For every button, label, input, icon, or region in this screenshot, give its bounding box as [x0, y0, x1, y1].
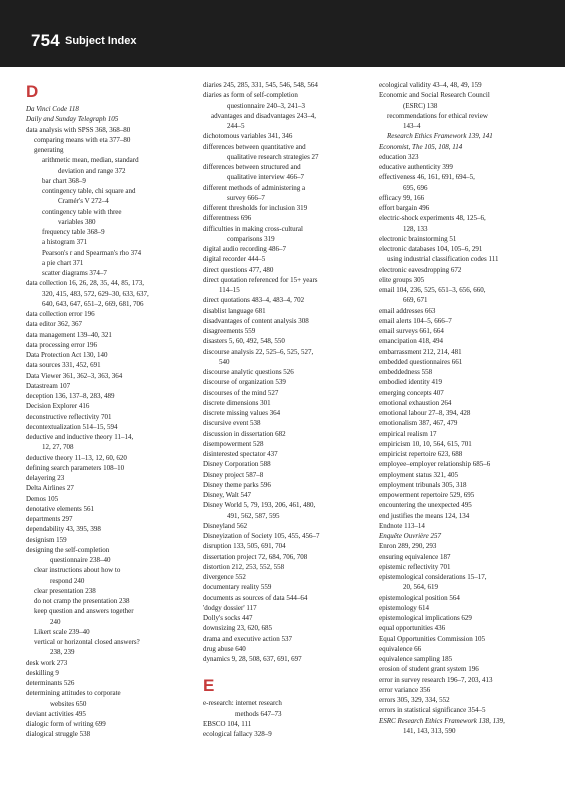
index-entry: embarrassment 212, 214, 481: [379, 347, 462, 356]
index-entry: documentary reality 559: [203, 583, 272, 592]
index-entry: Datastream 107: [26, 381, 71, 390]
index-entry: embodied identity 419: [379, 378, 442, 387]
index-entry-continuation: 640, 643, 647, 651–2, 669, 681, 706: [42, 299, 144, 308]
index-entry: Economic and Social Research Council: [379, 91, 490, 100]
index-entry: electronic eavesdropping 672: [379, 265, 462, 274]
index-entry: disadvantages of content analysis 308: [203, 316, 309, 325]
index-entry: elite groups 305: [379, 275, 425, 284]
index-entry: Disneyization of Society 105, 455, 456–7: [203, 532, 320, 540]
index-entry: email 104, 236, 525, 651–3, 656, 660,: [379, 286, 486, 294]
index-entry: diaries 245, 285, 331, 545, 546, 548, 564: [203, 81, 318, 89]
index-entry: defining search parameters 108–10: [26, 463, 125, 472]
index-subentry: scatter diagrams 374–7: [42, 269, 107, 277]
index-entry: data collection error 196: [26, 310, 95, 318]
index-entry: employment tribunals 305, 318: [379, 480, 467, 489]
section-letter: D: [26, 82, 39, 101]
index-column-1: [26, 80, 196, 740]
index-entry: education 323: [379, 152, 419, 161]
index-entry: Dolly's socks 447: [203, 614, 253, 622]
index-entry: data management 139–40, 321: [26, 330, 112, 339]
index-entry: diaries as form of self-completion: [203, 91, 298, 100]
index-entry: empowerment repertoire 529, 695: [379, 491, 475, 499]
index-subentry: frequency table 368–9: [42, 228, 105, 236]
index-entry: data sources 331, 452, 691: [26, 361, 101, 370]
index-entry-continuation: 114–15: [219, 286, 240, 294]
index-entry: Enron 289, 290, 293: [379, 542, 437, 551]
page-header: [0, 0, 565, 67]
index-entry: ESRC Research Ethics Framework 138, 139,: [379, 716, 505, 725]
index-entry: deconstructive reflectivity 701: [26, 412, 112, 421]
index-entry: embeddedness 558: [379, 368, 433, 376]
page-number: 754: [31, 31, 60, 50]
index-entry-continuation: 320, 415, 483, 572, 629–30, 633, 637,: [42, 289, 149, 298]
index-entry: desk work 273: [26, 658, 68, 667]
index-entry: departments 297: [26, 515, 73, 523]
index-entry: Equal Opportunities Commission 105: [379, 634, 485, 643]
index-entry: disablist language 681: [203, 306, 266, 315]
index-entry: empiricist repertoire 623, 688: [379, 450, 463, 458]
index-subentry: contingency table, chi square and: [42, 187, 136, 195]
section-gap: [203, 664, 368, 674]
index-entry: differences between quantitative and: [203, 142, 306, 151]
index-entry: equivalence 66: [379, 644, 422, 653]
index-entry-continuation: questionnaire 238–40: [50, 556, 111, 564]
index-entry: disinterested spectator 437: [203, 450, 278, 458]
index-subentry: bar chart 368–9: [42, 176, 86, 185]
index-entry: errors 305, 329, 334, 552: [379, 696, 450, 704]
index-entry: embedded questionnaires 661: [379, 357, 463, 366]
index-entry-continuation: qualitative interview 466–7: [227, 173, 304, 182]
index-entry: discourse analysis 22, 525–6, 525, 527,: [203, 347, 314, 356]
index-subentry: a pie chart 371: [42, 258, 84, 267]
index-entry: email alerts 104–5, 666–7: [379, 316, 452, 325]
index-entry-continuation: 240: [50, 617, 61, 626]
index-entry: denotative elements 561: [26, 504, 95, 513]
index-entry: disasters 5, 60, 492, 548, 550: [203, 337, 285, 346]
index-entry: equal opportunities 436: [379, 624, 446, 633]
index-entry: Da Vinci Code 118: [26, 105, 79, 113]
index-entry: differences between structured and: [203, 163, 301, 171]
index-entry-continuation: survey 666–7: [227, 193, 265, 202]
index-entry: electric-shock experiments 48, 125–6,: [379, 214, 486, 223]
index-entry-continuation: respond 240: [50, 576, 85, 585]
index-entry: direct quotations 483–4, 483–4, 702: [203, 296, 305, 305]
index-entry: discourses of the mind 527: [203, 388, 279, 397]
index-entry: Disneyland 562: [203, 521, 248, 530]
index-subentry: comparing means with eta 377–80: [34, 135, 131, 144]
index-entry: deviant activities 495: [26, 709, 86, 718]
index-entry: discussion in dissertation 682: [203, 429, 286, 438]
index-entry: deductive and inductive theory 11–14,: [26, 433, 134, 441]
index-entry: data editor 362, 367: [26, 320, 82, 329]
index-entry: dialogic form of writing 699: [26, 720, 106, 728]
index-entry: email addresses 663: [379, 306, 436, 315]
index-entry: determinants 526: [26, 679, 75, 687]
index-subentry: clear instructions about how to: [34, 566, 121, 575]
index-entry: efficacy 99, 166: [379, 193, 425, 202]
index-entry: discourse analytic questions 526: [203, 368, 294, 376]
index-entry: encountering the unexpected 495: [379, 501, 472, 510]
index-entry: effectiveness 46, 161, 691, 694–5,: [379, 173, 475, 182]
index-entry: delayering 23: [26, 474, 65, 482]
index-entry: educative authenticity 399: [379, 163, 453, 171]
index-entry: Disney Corporation 588: [203, 460, 271, 469]
index-entry: different methods of administering a: [203, 183, 306, 192]
index-entry: Demos 105: [26, 494, 59, 503]
index-entry: data processing error 196: [26, 340, 97, 349]
index-entry: deception 136, 137–8, 283, 489: [26, 392, 115, 400]
index-subentry: keep question and answers together: [34, 607, 134, 616]
index-column-3: [379, 80, 547, 736]
index-entry: divergence 552: [203, 573, 246, 581]
index-entry: erosion of student grant system 196: [379, 665, 479, 674]
index-subentry: contingency table with three: [42, 207, 122, 216]
index-entry: 'dodgy dossier' 117: [203, 603, 257, 612]
index-entry-continuation: methods 647–73: [235, 709, 282, 718]
index-entry: discrete missing values 364: [203, 409, 281, 417]
index-entry: epistemological considerations 15–17,: [379, 573, 487, 581]
index-entry: disempowerment 528: [203, 439, 264, 448]
index-entry: error variance 356: [379, 685, 431, 694]
index-subentry: generating: [34, 146, 64, 154]
index-subentry: recommendations for ethical review: [387, 111, 488, 120]
index-entry-continuation: qualitative research strategies 27: [227, 152, 319, 161]
index-entry: different thresholds for inclusion 319: [203, 204, 308, 212]
index-entry: documents as sources of data 544–64: [203, 593, 308, 602]
index-entry: deductive theory 11–13, 12, 60, 620: [26, 453, 127, 462]
index-entry: distortion 212, 253, 552, 558: [203, 562, 285, 571]
index-entry-continuation: variables 380: [58, 217, 96, 226]
index-entry: Enquête Ouvrière 257: [379, 532, 441, 540]
index-entry: direct questions 477, 480: [203, 265, 274, 274]
index-entry: Daily and Sunday Telegraph 105: [26, 115, 119, 124]
index-entry: ecological validity 43–4, 48, 49, 159: [379, 81, 482, 89]
index-entry: data analysis with SPSS 368, 368–80: [26, 125, 131, 134]
index-entry: drama and executive action 537: [203, 634, 293, 643]
index-entry: decontextualization 514–15, 594: [26, 422, 118, 431]
index-entry: difficulties in making cross-cultural: [203, 224, 303, 233]
index-entry: dissertation project 72, 684, 706, 708: [203, 552, 308, 561]
index-entry: digital recorder 444–5: [203, 255, 266, 264]
index-entry-continuation: 20, 564, 619: [403, 583, 438, 592]
index-entry: Disney theme parks 596: [203, 480, 271, 489]
index-entry-continuation: Cramér's V 272–4: [58, 197, 109, 206]
index-subentry: Likert scale 239–40: [34, 627, 90, 636]
index-entry-continuation: 540: [219, 357, 230, 366]
index-entry: discursive event 538: [203, 419, 261, 428]
index-subentry: do not cramp the presentation 238: [34, 597, 130, 605]
index-entry: dependability 43, 395, 398: [26, 525, 101, 534]
index-entry: employee–employer relationship 685–6: [379, 460, 491, 469]
index-entry-continuation: 128, 133: [403, 224, 428, 233]
index-entry: Economist, The 105, 108, 114: [379, 142, 463, 151]
index-subentry: Research Ethics Framework 139, 141: [387, 132, 493, 141]
index-entry: empiricism 10, 10, 564, 615, 701: [379, 439, 472, 448]
index-entry-continuation: (ESRC) 138: [403, 101, 438, 110]
index-entry-continuation: 141, 143, 313, 590: [403, 726, 456, 735]
index-entry: emotionalism 387, 467, 479: [379, 419, 458, 428]
index-entry: discourse of organization 539: [203, 378, 286, 387]
index-subentry: a histogram 371: [42, 238, 88, 247]
index-entry: Disney project 587–8: [203, 470, 264, 479]
index-entry: end justifies the means 124, 134: [379, 511, 470, 520]
index-entry-continuation: websites 650: [50, 699, 87, 708]
index-entry-continuation: 695, 696: [403, 183, 428, 192]
index-entry-continuation: 244–5: [227, 122, 245, 130]
index-subentry: clear presentation 238: [34, 586, 96, 595]
index-entry: determining attitudes to corporate: [26, 689, 121, 698]
index-entry-continuation: 238, 239: [50, 648, 75, 657]
index-entry: ensuring equivalence 187: [379, 552, 451, 561]
index-entry: equivalence sampling 185: [379, 655, 453, 663]
index-entry: emotional labour 27–8, 394, 428: [379, 409, 471, 417]
index-entry: differentness 696: [203, 214, 252, 223]
index-subentry: Pearson's r and Spearman's rho 374: [42, 248, 142, 257]
index-entry: emotional exhaustion 264: [379, 398, 452, 407]
index-entry: direct quotation referenced for 15+ years: [203, 275, 318, 284]
index-entry: epistemic reflectivity 701: [379, 562, 451, 571]
index-entry: Disney, Walt 547: [203, 491, 252, 499]
index-entry-continuation: 12, 27, 708: [42, 443, 74, 452]
section-title: Subject Index: [65, 35, 137, 47]
index-entry: drug abuse 640: [203, 644, 246, 653]
index-entry: discrete dimensions 301: [203, 398, 271, 407]
index-entry-continuation: 669, 671: [403, 296, 428, 305]
index-entry-continuation: 143–4: [403, 122, 421, 130]
index-entry: effort bargain 496: [379, 204, 430, 212]
index-entry-continuation: comparisons 319: [227, 234, 275, 243]
index-entry: electronic databases 104, 105–6, 291: [379, 245, 483, 253]
index-entry: email surveys 661, 664: [379, 327, 444, 335]
index-entry: e-research: internet research: [203, 699, 282, 708]
index-entry: Endnote 113–14: [379, 521, 425, 530]
index-column-2: [203, 80, 368, 739]
index-subentry: advantages and disadvantages 243–4,: [211, 111, 316, 120]
index-entry: dynamics 9, 28, 508, 637, 691, 697: [203, 655, 302, 663]
index-entry-continuation: questionnaire 240–3, 241–3: [227, 101, 305, 110]
index-entry: designism 159: [26, 535, 67, 544]
index-entry: disruption 133, 505, 691, 704: [203, 542, 286, 551]
index-entry: empirical realism 17: [379, 429, 437, 438]
index-entry: emerging concepts 407: [379, 388, 444, 397]
index-entry: epistemological position 564: [379, 593, 460, 602]
index-entry: epistemological implications 629: [379, 614, 472, 622]
index-entry: Delta Airlines 27: [26, 484, 74, 493]
index-entry: employment status 321, 405: [379, 470, 458, 479]
index-entry: downsizing 23, 620, 685: [203, 624, 273, 633]
index-subentry: arithmetic mean, median, standard: [42, 156, 139, 165]
index-entry: deskilling 9: [26, 668, 59, 677]
index-entry-continuation: 491, 562, 587, 595: [227, 511, 280, 520]
index-entry: EBSCO 104, 111: [203, 719, 252, 728]
index-entry: data collection 16, 26, 28, 35, 44, 85, 173,: [26, 279, 145, 288]
index-entry: Decision Explorer 416: [26, 402, 90, 411]
index-entry: Disney World 5, 79, 193, 206, 461, 480,: [203, 501, 316, 510]
index-entry: dialogical struggle 538: [26, 730, 91, 739]
index-entry: emancipation 418, 494: [379, 337, 443, 346]
index-subentry: using industrial classification codes 111: [387, 255, 499, 264]
index-entry: designing the self-completion: [26, 545, 110, 554]
index-entry: error in survey research 196–7, 203, 413: [379, 675, 493, 684]
index-entry: Data Protection Act 130, 140: [26, 351, 108, 359]
index-entry: electronic brainstorming 51: [379, 234, 457, 243]
index-entry: dichotomous variables 341, 346: [203, 132, 293, 141]
index-entry: epistemology 614: [379, 603, 429, 612]
index-entry: ecological fallacy 328–9: [203, 730, 272, 738]
index-entry: digital audio recording 486–7: [203, 245, 287, 253]
section-letter: E: [203, 676, 215, 696]
index-entry-continuation: deviation and range 372: [58, 166, 126, 175]
index-entry: Data Viewer 361, 362–3, 363, 364: [26, 371, 123, 380]
index-entry: errors in statistical significance 354–5: [379, 706, 486, 715]
index-subentry: vertical or horizontal closed answers?: [34, 638, 140, 646]
index-entry: disagreements 559: [203, 327, 256, 335]
